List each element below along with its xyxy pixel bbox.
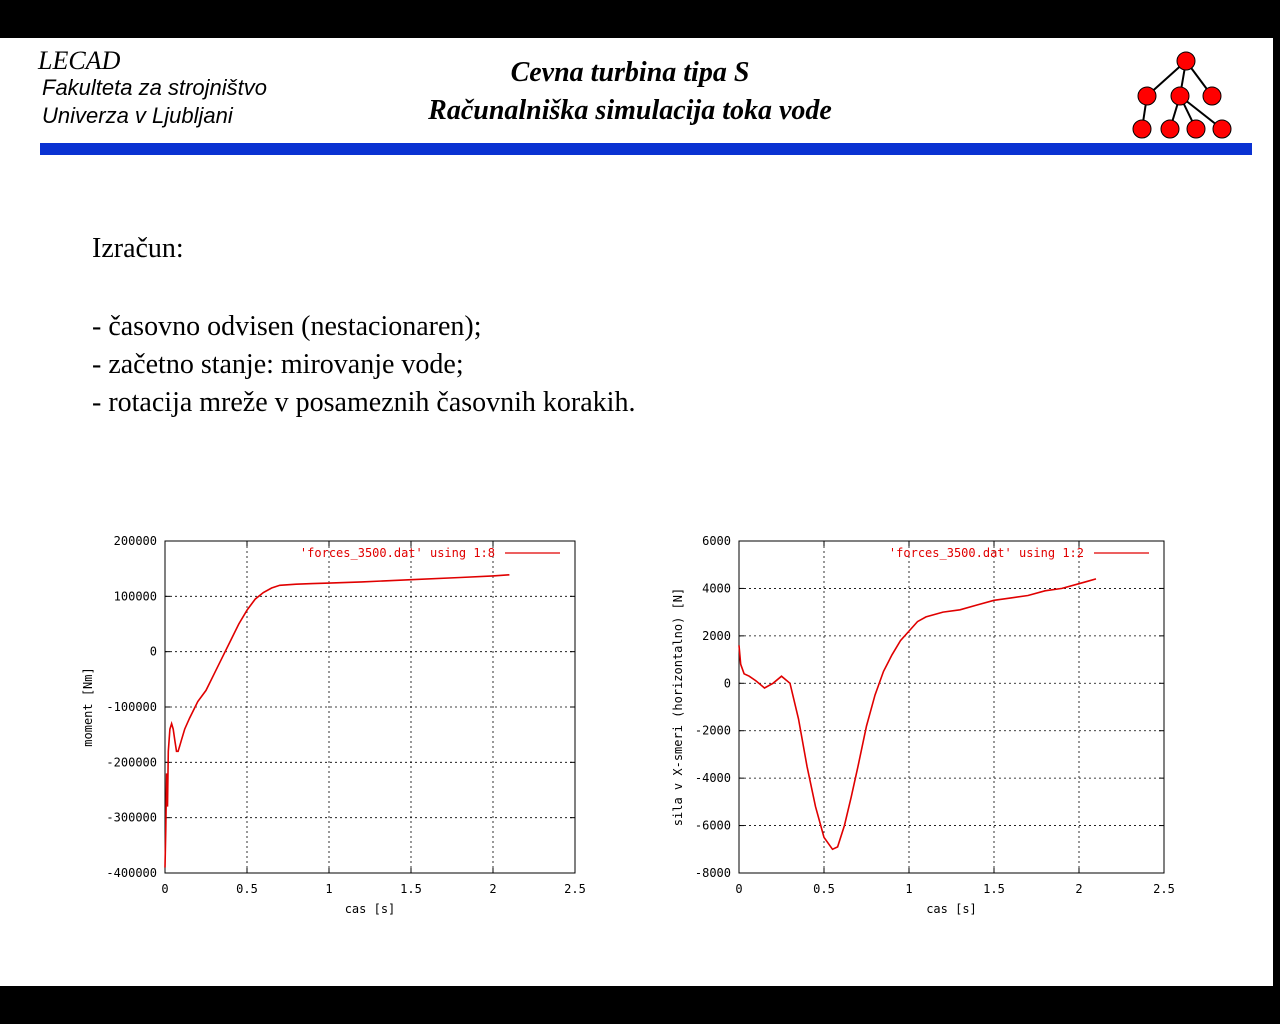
y-tick-label: 200000 [113, 534, 157, 548]
bullet-list [92, 308, 635, 422]
y-tick-label: -4000 [694, 771, 731, 786]
y-tick-label: 0 [723, 676, 731, 691]
series-line [165, 575, 509, 868]
x-tick-label: 2.5 [564, 882, 586, 896]
y-tick-label: -100000 [106, 700, 157, 714]
y-tick-label: -400000 [106, 866, 157, 880]
x-tick-label: 0.5 [813, 882, 835, 896]
legend-label: 'forces_3500.dat' using 1:8 [299, 546, 495, 560]
faculty-name: Fakulteta za strojništvo [42, 75, 267, 100]
y-tick-label: 4000 [702, 581, 731, 596]
x-tick-label: 1.5 [400, 882, 422, 896]
title-line-2: Računalniška simulacija toka vode [428, 95, 832, 126]
y-axis-label: sila v X-smeri (horizontalno) [N] [671, 587, 685, 827]
org-name: LECAD [38, 46, 121, 75]
moment-chart [70, 528, 610, 928]
x-tick-label: 0.5 [236, 882, 258, 896]
organization-block [38, 48, 267, 130]
y-axis-label: moment [Nm] [81, 667, 95, 747]
x-axis-label: cas [s] [926, 902, 977, 916]
legend-label: 'forces_3500.dat' using 1:2 [888, 546, 1084, 560]
x-tick-label: 2.5 [1153, 882, 1175, 896]
series-line [739, 579, 1096, 849]
tree-network-logo-icon [1128, 50, 1238, 140]
x-tick-label: 1 [905, 882, 913, 896]
bullet-item: - rotacija mreže v posameznih časovnih korakih. [92, 387, 636, 418]
y-tick-label: -200000 [106, 755, 157, 770]
force-chart [660, 528, 1200, 928]
slide-title [330, 54, 930, 130]
y-tick-label: -2000 [694, 723, 731, 738]
header-divider [40, 143, 1252, 155]
y-tick-label: -8000 [694, 866, 731, 880]
bullet-item: - začetno stanje: mirovanje vode; [92, 349, 464, 380]
plot-frame [739, 541, 1164, 873]
x-tick-label: 2 [1075, 882, 1083, 896]
x-axis-label: cas [s] [344, 902, 396, 916]
y-tick-label: 6000 [702, 534, 731, 548]
x-tick-label: 1 [325, 882, 333, 896]
y-tick-label: 2000 [702, 628, 731, 643]
title-line-1: Cevna turbina tipa S [510, 57, 750, 88]
bullet-item: - časovno odvisen (nestacionaren); [92, 311, 482, 342]
x-tick-label: 0 [161, 882, 169, 896]
section-heading: Izračun: [92, 233, 184, 264]
y-tick-label: 0 [149, 644, 157, 659]
x-tick-label: 2 [489, 882, 497, 896]
slide [0, 38, 1273, 986]
y-tick-label: 100000 [113, 589, 157, 604]
y-tick-label: -300000 [106, 810, 157, 825]
x-tick-label: 0 [735, 882, 743, 896]
y-tick-label: -6000 [694, 818, 731, 833]
x-tick-label: 1.5 [983, 882, 1005, 896]
university-name: Univerza v Ljubljani [42, 103, 233, 128]
